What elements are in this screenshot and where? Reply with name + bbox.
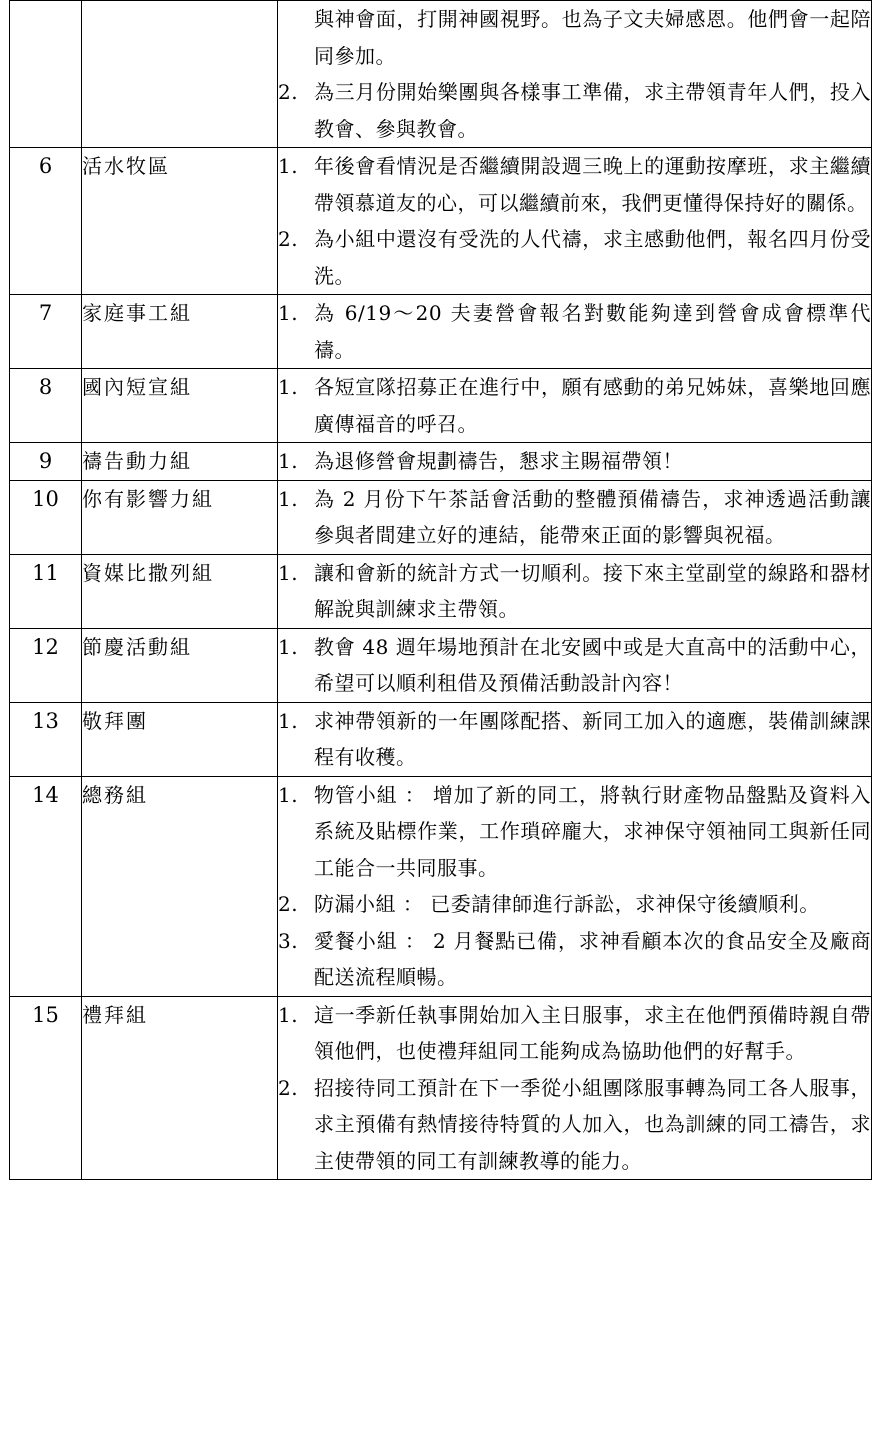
table-row bbox=[10, 295, 872, 369]
item-number: 1. bbox=[278, 634, 299, 659]
group-name: 敬拜團 bbox=[82, 702, 278, 776]
prayer-items bbox=[278, 443, 872, 481]
item-text: 為 2 月份下午茶話會活動的整體預備禱告，求神透過活動讓參與者間建立好的連結，能帶來正面的影響與祝福。 bbox=[314, 486, 871, 547]
group-name: 國內短宣組 bbox=[82, 369, 278, 443]
table-row bbox=[10, 480, 872, 554]
prayer-items bbox=[278, 628, 872, 702]
group-name bbox=[82, 1, 278, 148]
prayer-item bbox=[278, 1070, 871, 1180]
table-row bbox=[10, 443, 872, 481]
item-text: 愛餐小組 ： 2 月餐點已備，求神看顧本次的食品安全及廠商配送流程順暢。 bbox=[314, 928, 871, 989]
prayer-item bbox=[278, 369, 871, 442]
item-number: 2. bbox=[278, 80, 299, 104]
prayer-item bbox=[278, 443, 871, 480]
table-row bbox=[10, 554, 872, 628]
row-number: 6 bbox=[10, 148, 82, 295]
group-name: 禮拜組 bbox=[82, 996, 278, 1180]
prayer-item bbox=[278, 997, 871, 1070]
prayer-item bbox=[278, 295, 871, 368]
item-text: 為 6/19～20 夫妻營會報名對數能夠達到營會成會標準代禱。 bbox=[314, 301, 871, 362]
item-number: 2. bbox=[278, 227, 299, 251]
item-number: 1. bbox=[278, 375, 299, 399]
prayer-items bbox=[278, 776, 872, 996]
prayer-item bbox=[278, 886, 871, 923]
item-text: 年後會看情況是否繼續開設週三晚上的運動按摩班，求主繼續帶領慕道友的心，可以繼續前來，我們更懂得保持好的關係。 bbox=[314, 154, 871, 215]
prayer-item bbox=[278, 629, 871, 702]
table-row bbox=[10, 148, 872, 295]
prayer-items bbox=[278, 702, 872, 776]
group-name: 總務組 bbox=[82, 776, 278, 996]
group-name: 資媒比撒列組 bbox=[82, 554, 278, 628]
row-number: 15 bbox=[10, 996, 82, 1180]
row-number: 13 bbox=[10, 702, 82, 776]
item-text: 為退修營會規劃禱告，懇求主賜福帶領！ bbox=[314, 449, 683, 473]
item-text: 與神會面，打開神國視野。也為子文夫婦感恩。他們會一起陪同參加。 bbox=[314, 7, 871, 68]
item-number bbox=[278, 1, 314, 74]
prayer-table-body bbox=[10, 1, 872, 1180]
row-number: 8 bbox=[10, 369, 82, 443]
table-row bbox=[10, 369, 872, 443]
prayer-items bbox=[278, 295, 872, 369]
prayer-items bbox=[278, 369, 872, 443]
group-name: 家庭事工組 bbox=[82, 295, 278, 369]
group-name: 你有影響力組 bbox=[82, 480, 278, 554]
group-name: 節慶活動組 bbox=[82, 628, 278, 702]
row-number: 10 bbox=[10, 480, 82, 554]
item-number: 1. bbox=[278, 708, 299, 733]
prayer-items bbox=[278, 996, 872, 1180]
row-number: 7 bbox=[10, 295, 82, 369]
prayer-items bbox=[278, 554, 872, 628]
item-number: 1. bbox=[278, 486, 299, 511]
item-number: 2. bbox=[278, 892, 299, 916]
item-text: 各短宣隊招募正在進行中，願有感動的弟兄姊妹，喜樂地回應廣傳福音的呼召。 bbox=[314, 375, 871, 436]
item-number: 1. bbox=[278, 154, 299, 178]
table-row bbox=[10, 702, 872, 776]
item-text: 為小組中還沒有受洗的人代禱，求主感動他們，報名四月份受洗。 bbox=[314, 227, 871, 288]
item-number: 1. bbox=[278, 449, 299, 473]
prayer-item bbox=[278, 703, 871, 776]
prayer-table bbox=[9, 0, 872, 1180]
prayer-items bbox=[278, 148, 872, 295]
prayer-item bbox=[278, 481, 871, 554]
item-number: 2. bbox=[278, 1075, 299, 1100]
item-number: 3. bbox=[278, 928, 299, 953]
row-number bbox=[10, 1, 82, 148]
prayer-item bbox=[278, 221, 871, 294]
item-text: 教會 48 週年場地預計在北安國中或是大直高中的活動中心，希望可以順利租借及預備活動設計內容！ bbox=[314, 634, 871, 695]
item-number: 1. bbox=[278, 560, 299, 585]
item-text: 讓和會新的統計方式一切順利。接下來主堂副堂的線路和器材解說與訓練求主帶領。 bbox=[314, 560, 871, 621]
item-number: 1. bbox=[278, 782, 299, 807]
item-text: 防漏小組 ： 已委請律師進行訴訟，求神保守後續順利。 bbox=[314, 892, 820, 916]
prayer-items bbox=[278, 480, 872, 554]
prayer-item bbox=[278, 555, 871, 628]
prayer-item bbox=[278, 148, 871, 221]
group-name: 活水牧區 bbox=[82, 148, 278, 295]
table-row bbox=[10, 1, 872, 148]
item-text: 這一季新任執事開始加入主日服事，求主在他們預備時親自帶領他們，也使禮拜組同工能夠成為協助他們的好幫手。 bbox=[314, 1002, 871, 1063]
prayer-item bbox=[278, 923, 871, 996]
item-number: 1. bbox=[278, 301, 299, 325]
item-text: 求神帶領新的一年團隊配搭、新同工加入的適應，裝備訓練課程有收穫。 bbox=[314, 708, 871, 769]
table-row bbox=[10, 628, 872, 702]
group-name: 禱告動力組 bbox=[82, 443, 278, 481]
row-number: 14 bbox=[10, 776, 82, 996]
item-text: 招接待同工預計在下一季從小組團隊服事轉為同工各人服事，求主預備有熱情接待特質的人加入，也為訓練的同工禱告，求主使帶領的同工有訓練教導的能力。 bbox=[314, 1075, 871, 1173]
row-number: 9 bbox=[10, 443, 82, 481]
row-number: 11 bbox=[10, 554, 82, 628]
item-text: 為三月份開始樂團與各樣事工準備，求主帶領青年人們，投入教會、參與教會。 bbox=[314, 80, 871, 141]
prayer-item bbox=[278, 74, 871, 147]
prayer-item bbox=[278, 1, 871, 74]
prayer-items bbox=[278, 1, 872, 148]
item-text: 物管小組 ： 增加了新的同工，將執行財產物品盤點及資料入系統及貼標作業，工作瑣碎龐大，求神保守領袖同工與新任同工能合一共同服事。 bbox=[314, 782, 871, 880]
item-number: 1. bbox=[278, 1002, 299, 1027]
table-row bbox=[10, 996, 872, 1180]
prayer-item bbox=[278, 777, 871, 887]
row-number: 12 bbox=[10, 628, 82, 702]
table-row bbox=[10, 776, 872, 996]
